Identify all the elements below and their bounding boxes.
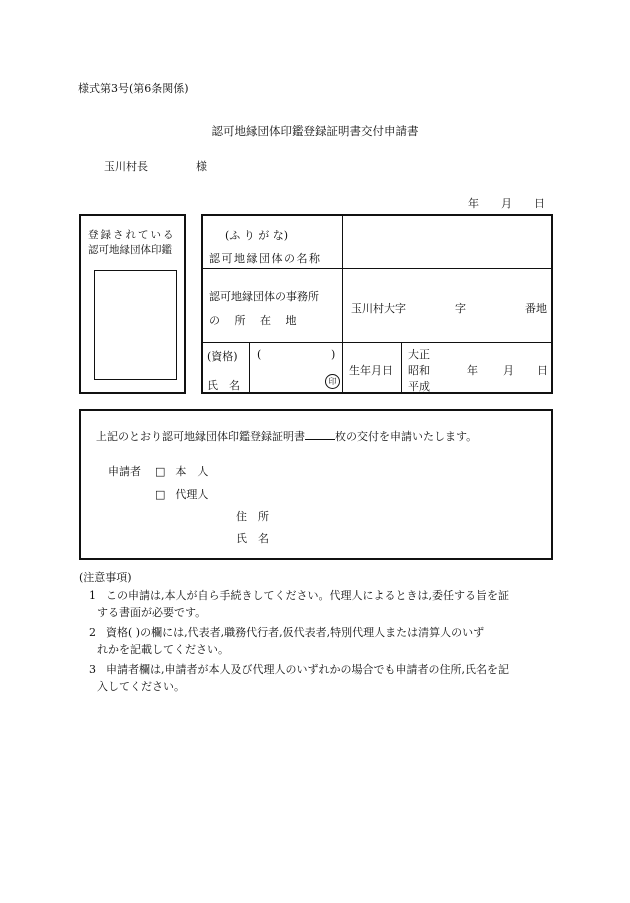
group-name-field[interactable] bbox=[344, 218, 549, 266]
notes-heading: (注意事項) bbox=[79, 571, 132, 584]
birth-day: 日 bbox=[537, 364, 548, 377]
date-month-field[interactable]: 月 bbox=[501, 197, 512, 210]
checkbox-agent-icon[interactable]: □ bbox=[155, 488, 166, 501]
person-name-field[interactable] bbox=[253, 368, 321, 388]
era-showa[interactable]: 昭和 bbox=[408, 364, 430, 377]
era-taisho[interactable]: 大正 bbox=[408, 348, 430, 361]
era-heisei[interactable]: 平成 bbox=[408, 380, 430, 393]
note-text-continued: する書面が必要です。 bbox=[97, 606, 207, 619]
table-row-divider bbox=[203, 268, 551, 269]
note-number: 3 bbox=[89, 663, 96, 676]
page-title: 認可地縁団体印鑑登録証明書交付申請書 bbox=[211, 124, 419, 138]
note-text-continued: 入してください。 bbox=[97, 680, 185, 693]
application-statement bbox=[96, 428, 477, 444]
option-agent-label: 代理人 bbox=[175, 488, 209, 501]
note-item bbox=[89, 624, 484, 640]
qualification-field[interactable] bbox=[263, 346, 327, 364]
applicant-label: 申請者 bbox=[108, 465, 141, 478]
birthdate-label: 生年月日 bbox=[349, 364, 393, 377]
option-agent[interactable] bbox=[155, 486, 208, 502]
note-number: 2 bbox=[89, 626, 96, 639]
date-day-field[interactable]: 日 bbox=[534, 197, 545, 210]
addressee-name: 玉川村長 bbox=[104, 160, 148, 173]
office-aza: 字 bbox=[455, 302, 466, 315]
table-divider-vertical bbox=[342, 216, 343, 392]
note-text: この申請は,本人が自ら手続きしてください。代理人によるときは,委任する旨を証 bbox=[106, 589, 509, 602]
addressee bbox=[104, 158, 207, 174]
date-year-field[interactable]: 年 bbox=[468, 197, 479, 210]
office-banchi: 番地 bbox=[525, 302, 547, 315]
notes-section bbox=[79, 569, 132, 585]
checkbox-self-icon[interactable]: □ bbox=[155, 465, 166, 478]
address-label: 住 所 bbox=[236, 510, 269, 523]
address-field[interactable] bbox=[281, 506, 531, 522]
note-number: 1 bbox=[89, 589, 96, 602]
table-divider-vertical bbox=[401, 342, 402, 392]
note-item bbox=[89, 587, 509, 603]
qualification-label: (資格) bbox=[207, 350, 238, 363]
applicant-info-table bbox=[201, 214, 553, 394]
statement-suffix: 枚の交付を申請いたします。 bbox=[335, 430, 478, 443]
birth-year: 年 bbox=[467, 364, 478, 377]
addressee-honorific: 様 bbox=[196, 160, 207, 173]
note-text-continued: れかを記載してください。 bbox=[97, 643, 229, 656]
registered-seal-box bbox=[79, 214, 186, 394]
furigana-label: (ふ り が な) bbox=[225, 229, 289, 242]
table-row-divider bbox=[203, 342, 551, 343]
application-box bbox=[79, 409, 553, 560]
seal-label-line1: 登録されている bbox=[88, 229, 176, 241]
birth-month: 月 bbox=[503, 364, 514, 377]
group-name-label: 認可地縁団体の名称 bbox=[209, 252, 322, 265]
office-village: 玉川村大字 bbox=[351, 302, 406, 315]
applicant-name-label: 氏 名 bbox=[236, 532, 269, 545]
option-self-label: 本 人 bbox=[175, 465, 209, 478]
qualification-paren-open: ( bbox=[257, 348, 262, 361]
note-item bbox=[89, 661, 509, 677]
date-line bbox=[446, 195, 545, 211]
statement-prefix: 上記のとおり認可地縁団体印鑑登録証明書 bbox=[96, 430, 305, 443]
copies-field[interactable] bbox=[305, 429, 335, 440]
office-label-line2: の 所 在 地 bbox=[209, 314, 297, 327]
qualification-paren-close: ) bbox=[331, 348, 336, 361]
note-text: 資格( )の欄には,代表者,職務代行者,仮代表者,特別代理人または清算人のいず bbox=[106, 626, 485, 639]
seal-mark-icon: 印 bbox=[325, 374, 340, 389]
office-label-line1: 認可地縁団体の事務所 bbox=[209, 290, 319, 303]
note-text: 申請者欄は,申請者が本人及び代理人のいずれかの場合でも申請者の住所,氏名を記 bbox=[106, 663, 509, 676]
form-number: 様式第3号(第6条関係) bbox=[78, 82, 189, 95]
registered-seal-label bbox=[88, 228, 176, 258]
applicant-name-field[interactable] bbox=[281, 528, 531, 544]
person-name-label: 氏 名 bbox=[207, 379, 240, 392]
option-self[interactable] bbox=[155, 463, 208, 479]
seal-impression-area[interactable] bbox=[94, 270, 177, 380]
table-divider-vertical bbox=[249, 342, 250, 392]
seal-label-line2: 認可地縁団体印鑑 bbox=[88, 244, 172, 256]
